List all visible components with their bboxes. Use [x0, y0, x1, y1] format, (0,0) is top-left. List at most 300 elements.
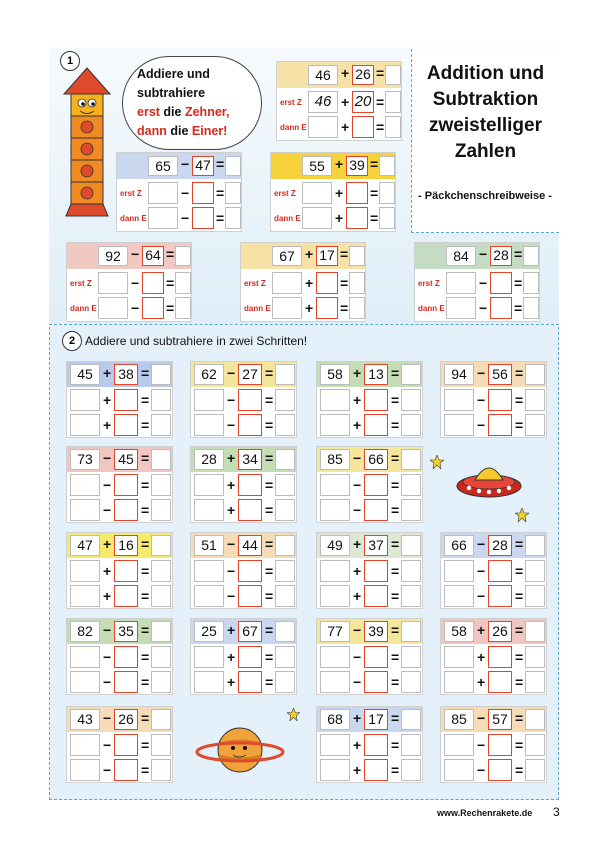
step-equals: =: [340, 275, 349, 291]
second-number: 27: [238, 364, 262, 385]
step-operator: −: [477, 563, 486, 579]
step-operator: +: [103, 563, 112, 579]
answer-box[interactable]: [401, 621, 421, 642]
step-first-box[interactable]: [320, 414, 350, 436]
step-operator: −: [479, 275, 488, 291]
step-second-box[interactable]: [490, 297, 512, 319]
step-answer-box[interactable]: [225, 182, 241, 204]
step-first-box[interactable]: [70, 414, 100, 436]
first-number: 58: [444, 621, 474, 642]
rocket-character-icon: [62, 66, 112, 226]
step-answer-box[interactable]: [151, 499, 171, 521]
task-number-1: 1: [60, 51, 80, 71]
problem-card: [66, 706, 173, 783]
first-number: 47: [70, 535, 100, 556]
step-first-box[interactable]: [70, 560, 100, 582]
step-first-box[interactable]: [194, 560, 224, 582]
step-first-box[interactable]: [444, 671, 474, 693]
step-first-box[interactable]: [98, 297, 128, 319]
step-answer-box[interactable]: [525, 759, 545, 781]
operator: −: [477, 536, 486, 552]
step-first-box[interactable]: [98, 272, 128, 294]
step-second-box[interactable]: [238, 414, 262, 436]
step-answer-box[interactable]: [525, 734, 545, 756]
second-number: 28: [490, 246, 512, 266]
step-operator: −: [353, 674, 362, 690]
second-number: 66: [364, 449, 388, 470]
first-number: 84: [446, 246, 476, 266]
step-first-box[interactable]: [444, 414, 474, 436]
step-second-box[interactable]: [364, 585, 388, 607]
step-operator: +: [227, 674, 236, 690]
step-first-box[interactable]: [320, 499, 350, 521]
bubble-word: erst: [137, 105, 160, 119]
first-number: 82: [70, 621, 100, 642]
step-second-box[interactable]: [364, 414, 388, 436]
problem-card: [440, 361, 547, 438]
step-answer-box[interactable]: [275, 585, 295, 607]
step-answer-box[interactable]: [525, 671, 545, 693]
second-number: 26: [352, 65, 374, 85]
step-first-box[interactable]: [444, 389, 474, 411]
answer-box[interactable]: [525, 621, 545, 642]
operator: +: [353, 536, 362, 552]
problem-header: [67, 243, 191, 269]
equals-sign: =: [514, 246, 523, 262]
step-answer-box[interactable]: [275, 389, 295, 411]
step-second-box[interactable]: [316, 272, 338, 294]
step-equals: =: [265, 417, 274, 433]
step-operator: −: [103, 737, 112, 753]
step-second-box[interactable]: [192, 207, 214, 229]
step-second-box[interactable]: [114, 759, 138, 781]
step-operator: +: [103, 588, 112, 604]
step-answer-box[interactable]: [349, 272, 365, 294]
second-number: 17: [316, 246, 338, 266]
problem-card: [440, 532, 547, 609]
page-number: 3: [553, 805, 560, 819]
step-operator: −: [227, 417, 236, 433]
answer-box[interactable]: [151, 449, 171, 470]
step-answer-box[interactable]: [151, 585, 171, 607]
step-first-box[interactable]: [444, 759, 474, 781]
step-first-box[interactable]: [70, 759, 100, 781]
answer-box[interactable]: [275, 364, 295, 385]
step-answer-box[interactable]: [379, 207, 395, 229]
second-number: 56: [488, 364, 512, 385]
step-second-box[interactable]: [488, 414, 512, 436]
step-equals: =: [391, 392, 400, 408]
step-equals: =: [515, 588, 524, 604]
step-answer-box[interactable]: [275, 560, 295, 582]
operator: −: [131, 246, 140, 262]
operator: +: [103, 365, 112, 381]
step-first-box[interactable]: [320, 389, 350, 411]
step-first-box[interactable]: [302, 182, 332, 204]
step-second-box[interactable]: [238, 671, 262, 693]
step-first-box[interactable]: [272, 272, 302, 294]
answer-box[interactable]: [401, 535, 421, 556]
step-equals: =: [515, 392, 524, 408]
problem-card: [66, 361, 173, 438]
answer-box[interactable]: [525, 364, 545, 385]
answer-box[interactable]: [349, 246, 365, 266]
problem-header: [191, 533, 296, 558]
answer-box[interactable]: [401, 709, 421, 730]
speech-bubble: [122, 56, 262, 150]
equals-sign: =: [141, 365, 150, 381]
step-answer-box[interactable]: [349, 297, 365, 319]
step-first-box[interactable]: [320, 560, 350, 582]
problem-card: [190, 618, 297, 695]
step-answer-box[interactable]: [151, 474, 171, 496]
label-then-ones: dann E: [244, 304, 271, 313]
step-second-box[interactable]: [238, 646, 262, 668]
step-second-box[interactable]: [238, 499, 262, 521]
second-number: 26: [488, 621, 512, 642]
step-second-box[interactable]: [114, 389, 138, 411]
step-first-box[interactable]: [320, 585, 350, 607]
step-first-box[interactable]: [320, 671, 350, 693]
problem-header: [441, 619, 546, 644]
step-equals: =: [340, 300, 349, 316]
footer-url[interactable]: www.Rechenrakete.de: [437, 808, 533, 818]
saturn-planet-icon: [195, 722, 285, 778]
step-equals: =: [514, 300, 523, 316]
step-answer-box[interactable]: [151, 646, 171, 668]
operator: −: [181, 156, 190, 172]
step-first-box[interactable]: [194, 414, 224, 436]
step-answer-box[interactable]: [525, 585, 545, 607]
problem-header: [441, 707, 546, 732]
step-answer-box[interactable]: [401, 671, 421, 693]
problem-header: [277, 62, 401, 88]
step-equals: =: [391, 674, 400, 690]
second-number: 44: [238, 535, 262, 556]
step-answer-box[interactable]: [151, 389, 171, 411]
step-second-box[interactable]: [114, 499, 138, 521]
step-second-box[interactable]: [364, 734, 388, 756]
step-operator: −: [353, 477, 362, 493]
step-answer-box[interactable]: [275, 646, 295, 668]
step-second-box[interactable]: [238, 474, 262, 496]
operator: −: [227, 365, 236, 381]
step-second-box[interactable]: [238, 389, 262, 411]
step-first-box[interactable]: [194, 474, 224, 496]
step-answer-box[interactable]: [275, 474, 295, 496]
label-then-ones: dann E: [418, 304, 445, 313]
step-second-box[interactable]: [488, 759, 512, 781]
step-second-box[interactable]: [364, 474, 388, 496]
title-line: Subtraktion: [432, 89, 539, 110]
step-equals: =: [370, 210, 379, 226]
step-second-box[interactable]: [142, 272, 164, 294]
step-second-box[interactable]: [346, 182, 368, 204]
step-operator: −: [103, 649, 112, 665]
step-answer-box[interactable]: [175, 297, 191, 319]
step-second-box[interactable]: [488, 389, 512, 411]
step-operator: −: [479, 300, 488, 316]
answer-box[interactable]: [525, 535, 545, 556]
step-second-box[interactable]: [114, 671, 138, 693]
step-second-box[interactable]: [364, 671, 388, 693]
step-second-box[interactable]: [490, 272, 512, 294]
step-second-box[interactable]: [192, 182, 214, 204]
answer-box[interactable]: [525, 709, 545, 730]
operator: −: [353, 450, 362, 466]
answer-box[interactable]: [151, 364, 171, 385]
step-first-box[interactable]: [446, 272, 476, 294]
step-first-box[interactable]: [320, 474, 350, 496]
subtitle: - Päckchenschreibweise -: [418, 190, 552, 202]
first-number: 68: [320, 709, 350, 730]
step-first-box[interactable]: [194, 499, 224, 521]
step-answer-box[interactable]: [275, 499, 295, 521]
step-equals: =: [391, 417, 400, 433]
step-first-box[interactable]: [148, 207, 178, 229]
step-answer-box[interactable]: [401, 389, 421, 411]
step-equals: =: [370, 185, 379, 201]
step-answer-box[interactable]: [175, 272, 191, 294]
problem-header: [191, 362, 296, 387]
step-equals: =: [265, 392, 274, 408]
step-answer-box[interactable]: [525, 389, 545, 411]
answer-box[interactable]: [151, 709, 171, 730]
step-first-box[interactable]: [320, 734, 350, 756]
step-second-box[interactable]: [488, 734, 512, 756]
step-first-box[interactable]: [444, 560, 474, 582]
step-first-box[interactable]: [308, 116, 338, 138]
equals-sign: =: [515, 622, 524, 638]
step-first-box[interactable]: [446, 297, 476, 319]
step-first-box[interactable]: [194, 671, 224, 693]
problem-card: [66, 618, 173, 695]
operator: +: [305, 246, 314, 262]
step-equals: =: [141, 588, 150, 604]
step-operator: −: [181, 210, 190, 226]
second-number: 45: [114, 449, 138, 470]
second-number: 64: [142, 246, 164, 266]
step-answer-box[interactable]: [525, 414, 545, 436]
step-answer-box[interactable]: [385, 116, 401, 138]
step-first-box[interactable]: [194, 389, 224, 411]
step-equals: =: [391, 588, 400, 604]
problem-header: [271, 153, 395, 179]
step-first-box[interactable]: [194, 646, 224, 668]
answer-box[interactable]: [385, 65, 401, 85]
problem-header: [191, 447, 296, 472]
step-operator: −: [353, 502, 362, 518]
equals-sign: =: [376, 65, 385, 81]
step-second-box[interactable]: [364, 560, 388, 582]
step-equals: =: [141, 649, 150, 665]
problem-card: [276, 61, 402, 141]
equals-sign: =: [265, 536, 274, 552]
step-second-box[interactable]: [364, 759, 388, 781]
answer-box[interactable]: [401, 449, 421, 470]
step-second-box[interactable]: [142, 297, 164, 319]
step-second-box[interactable]: [488, 646, 512, 668]
step-second-box[interactable]: [238, 560, 262, 582]
equals-sign: =: [265, 365, 274, 381]
step-answer-box[interactable]: [525, 646, 545, 668]
step-first-box[interactable]: [70, 671, 100, 693]
step-operator: −: [181, 185, 190, 201]
step-second-box[interactable]: [488, 671, 512, 693]
step-first-box[interactable]: [194, 585, 224, 607]
step-equals: =: [515, 762, 524, 778]
label-first-tens: erst Z: [70, 279, 92, 288]
step-answer-box[interactable]: [523, 272, 539, 294]
step-operator: +: [103, 392, 112, 408]
step-answer-box[interactable]: [151, 414, 171, 436]
step-equals: =: [515, 737, 524, 753]
answer-box[interactable]: [151, 621, 171, 642]
first-number: 94: [444, 364, 474, 385]
step-second-box[interactable]: [352, 116, 374, 138]
step-second-box[interactable]: 20: [352, 91, 374, 113]
step-first-box[interactable]: [70, 499, 100, 521]
bubble-word: Einer!: [191, 124, 228, 138]
step-answer-box[interactable]: [151, 560, 171, 582]
operator: −: [103, 450, 112, 466]
step-second-box[interactable]: [114, 646, 138, 668]
problem-card: [316, 706, 423, 783]
step-first-box[interactable]: [320, 646, 350, 668]
step-first-box[interactable]: [70, 474, 100, 496]
step-first-box[interactable]: 46: [308, 91, 338, 113]
step-operator: +: [477, 649, 486, 665]
step-first-box[interactable]: [70, 734, 100, 756]
step-first-box[interactable]: [444, 646, 474, 668]
answer-box[interactable]: [379, 156, 395, 176]
answer-box[interactable]: [275, 621, 295, 642]
first-number: 67: [272, 246, 302, 266]
operator: −: [103, 622, 112, 638]
step-answer-box[interactable]: [523, 297, 539, 319]
step-first-box[interactable]: [70, 389, 100, 411]
step-equals: =: [141, 392, 150, 408]
problem-card: [190, 446, 297, 523]
step-first-box[interactable]: [70, 646, 100, 668]
step-first-box[interactable]: [302, 207, 332, 229]
step-answer-box[interactable]: [401, 734, 421, 756]
step-answer-box[interactable]: [525, 560, 545, 582]
step-second-box[interactable]: [364, 389, 388, 411]
step-answer-box[interactable]: [151, 671, 171, 693]
step-operator: −: [103, 502, 112, 518]
step-operator: +: [341, 119, 350, 135]
step-second-box[interactable]: [488, 560, 512, 582]
step-operator: −: [477, 762, 486, 778]
step-operator: +: [335, 210, 344, 226]
step-second-box[interactable]: [364, 499, 388, 521]
ufo-icon: [455, 458, 523, 504]
label-then-ones: dann E: [120, 214, 147, 223]
step-second-box[interactable]: [114, 585, 138, 607]
first-number: 25: [194, 621, 224, 642]
star-icon: [515, 508, 529, 522]
step-answer-box[interactable]: [401, 759, 421, 781]
step-answer-box[interactable]: [401, 474, 421, 496]
problem-header: [441, 533, 546, 558]
answer-box[interactable]: [225, 156, 241, 176]
step-answer-box[interactable]: [151, 734, 171, 756]
answer-box[interactable]: [175, 246, 191, 266]
step-first-box[interactable]: [70, 585, 100, 607]
step-second-box[interactable]: [364, 646, 388, 668]
step-second-box[interactable]: [346, 207, 368, 229]
step-answer-box[interactable]: [401, 560, 421, 582]
problem-card: [316, 618, 423, 695]
step-second-box[interactable]: [114, 474, 138, 496]
step-answer-box[interactable]: [401, 646, 421, 668]
step-answer-box[interactable]: [151, 759, 171, 781]
step-first-box[interactable]: [148, 182, 178, 204]
answer-box[interactable]: [401, 364, 421, 385]
operator: +: [341, 65, 350, 81]
answer-box[interactable]: [275, 449, 295, 470]
equals-sign: =: [391, 710, 400, 726]
step-operator: −: [103, 477, 112, 493]
label-first-tens: erst Z: [120, 189, 142, 198]
step-operator: −: [477, 737, 486, 753]
step-first-box[interactable]: [320, 759, 350, 781]
step-first-box[interactable]: [444, 585, 474, 607]
step-equals: =: [265, 502, 274, 518]
operator: +: [103, 536, 112, 552]
step-second-box[interactable]: [114, 560, 138, 582]
step-answer-box[interactable]: [401, 414, 421, 436]
step-equals: =: [515, 417, 524, 433]
step-second-box[interactable]: [114, 414, 138, 436]
step-answer-box[interactable]: [385, 91, 401, 113]
step-answer-box[interactable]: [275, 671, 295, 693]
answer-box[interactable]: [275, 535, 295, 556]
step-first-box[interactable]: [444, 734, 474, 756]
step-second-box[interactable]: [488, 585, 512, 607]
step-operator: +: [353, 588, 362, 604]
step-operator: +: [341, 94, 350, 110]
step-second-box[interactable]: [316, 297, 338, 319]
step-answer-box[interactable]: [401, 585, 421, 607]
problem-header: [67, 533, 172, 558]
step-operator: +: [335, 185, 344, 201]
title-line: Addition und: [426, 63, 545, 84]
step-second-box[interactable]: [114, 734, 138, 756]
step-answer-box[interactable]: [275, 414, 295, 436]
problem-card: [316, 532, 423, 609]
step-equals: =: [376, 94, 385, 110]
problem-card: [440, 618, 547, 695]
second-number: 39: [346, 156, 368, 176]
step-operator: +: [103, 417, 112, 433]
step-answer-box[interactable]: [401, 499, 421, 521]
step-first-box[interactable]: [272, 297, 302, 319]
equals-sign: =: [166, 246, 175, 262]
answer-box[interactable]: [523, 246, 539, 266]
answer-box[interactable]: [151, 535, 171, 556]
first-number: 62: [194, 364, 224, 385]
step-second-box[interactable]: [238, 585, 262, 607]
step-answer-box[interactable]: [225, 207, 241, 229]
operator: +: [227, 622, 236, 638]
first-number: 92: [98, 246, 128, 266]
step-answer-box[interactable]: [379, 182, 395, 204]
equals-sign: =: [340, 246, 349, 262]
step-equals: =: [141, 563, 150, 579]
equals-sign: =: [265, 622, 274, 638]
